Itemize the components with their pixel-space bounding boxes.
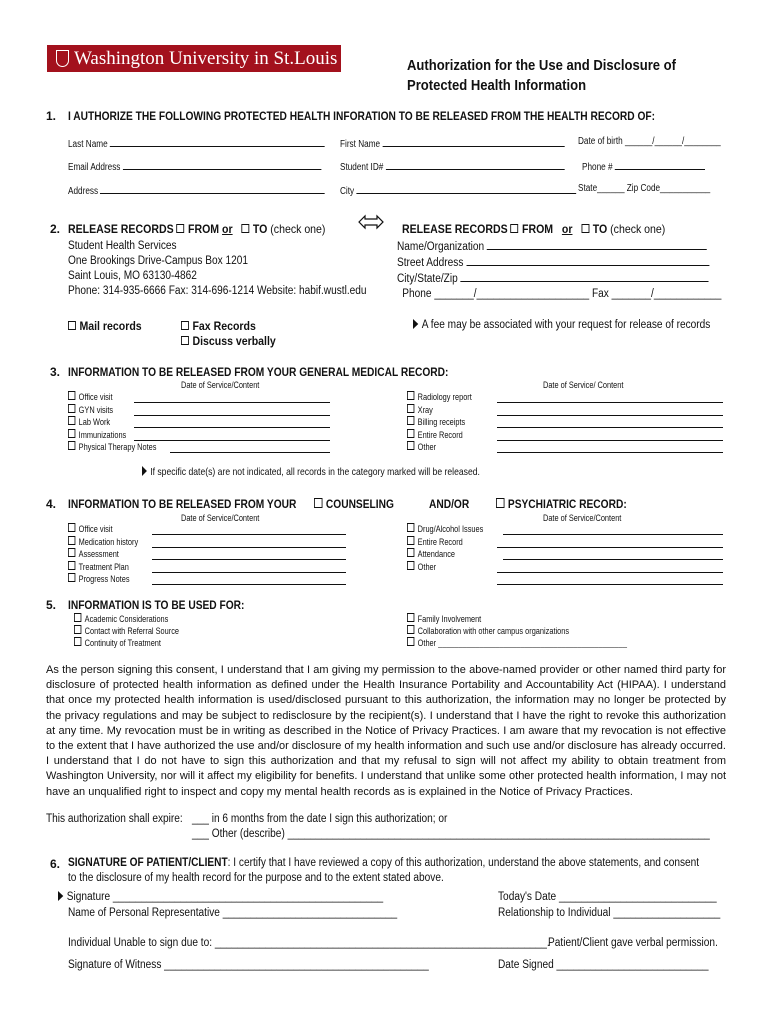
date-lines-right[interactable]	[497, 392, 723, 453]
recipient-phone-field[interactable]: Phone _______/____________________ Fax _______/____________	[402, 288, 722, 300]
to-label: TO	[592, 222, 608, 236]
email-label: Email Address	[68, 162, 121, 173]
section-6-heading: SIGNATURE OF PATIENT/CLIENT	[68, 857, 228, 869]
logo-text: Washington University in St.Louis	[74, 48, 338, 69]
recipient-street-label: Street Address	[397, 257, 464, 269]
list-item[interactable]: Contact with Referral Source	[74, 625, 179, 637]
fee-note	[413, 319, 710, 331]
check-one-label: (check one)	[610, 222, 666, 236]
recipient-name-label: Name/Organization	[397, 241, 485, 253]
list-item[interactable]: Office visit	[68, 391, 156, 404]
psychiatric-checkbox[interactable]	[496, 498, 505, 508]
list-item[interactable]: Treatment Plan	[68, 561, 138, 574]
psychiatric-option[interactable]	[496, 497, 627, 511]
expire-other-option[interactable]: ___ Other (describe) ___________________________________________________________________________	[192, 828, 710, 840]
psychiatric-label: PSYCHIATRIC RECORD:	[507, 497, 627, 511]
witness-signature-field[interactable]: Signature of Witness _______________________________________________	[68, 959, 429, 971]
list-item[interactable]: Other	[407, 441, 472, 454]
release-records-label: RELEASE RECORDS	[68, 222, 174, 236]
list-item[interactable]: Continuity of Treatment	[74, 637, 179, 649]
release-from-left	[68, 222, 325, 236]
date-signed-field[interactable]: Date Signed ___________________________	[498, 959, 709, 971]
list-item[interactable]: Attendance	[407, 548, 483, 561]
check-one-label: (check one)	[270, 222, 326, 236]
list-item[interactable]: Lab Work	[68, 416, 156, 429]
list-item[interactable]: Other ______________________________________________	[407, 637, 627, 649]
list-item[interactable]: Office visit	[68, 523, 138, 536]
mail-records-checkbox[interactable]	[68, 321, 76, 330]
city-label: City	[340, 186, 355, 197]
release-from-right	[402, 222, 665, 236]
list-item[interactable]: Physical Therapy Notes	[68, 441, 156, 454]
from-label: FROM	[188, 222, 220, 236]
section-3-heading: INFORMATION TO BE RELEASED FROM YOUR GENERAL MEDICAL RECORD:	[68, 365, 449, 379]
date-of-service-label: Date of Service/Content	[543, 513, 622, 523]
counseling-label: COUNSELING	[325, 497, 394, 511]
from-checkbox-left[interactable]	[177, 224, 185, 233]
section-6-text	[68, 857, 699, 869]
fee-note-text: A fee may be associated with your request for release of records	[421, 319, 711, 331]
list-item[interactable]: Collaboration with other campus organizations	[407, 625, 627, 637]
list-item[interactable]: Radiology report	[407, 391, 472, 404]
certify-text: : I certify that I have reviewed a copy of this authorization, understand the above statements, and consent	[227, 857, 700, 869]
counseling-left-list	[68, 523, 138, 586]
counseling-option[interactable]	[314, 497, 394, 511]
recipient-city-field[interactable]	[397, 271, 721, 287]
section-1-heading: I AUTHORIZE THE FOLLOWING PROTECTED HEALTH INFORATION TO BE RELEASED FROM THE HEALTH RECORD OF:	[68, 109, 656, 123]
section-5-heading: INFORMATION IS TO BE USED FOR:	[68, 598, 245, 612]
relationship-field[interactable]: Relationship to Individual ___________________	[498, 907, 721, 919]
andor-label: AND/OR	[429, 497, 470, 511]
from-checkbox-right[interactable]	[511, 224, 519, 233]
mail-records-option[interactable]	[68, 319, 142, 333]
date-of-service-label: Date of Service/Content	[181, 513, 260, 523]
expire-6-months-option[interactable]: ___ in 6 months from the date I sign this authorization; or	[192, 813, 448, 825]
list-item[interactable]: Entire Record	[407, 536, 483, 549]
certify-text-2: to the disclosure of my health record for the purpose and to the extent stated above.	[68, 872, 444, 884]
title-line-2: Protected Health Information	[407, 78, 587, 94]
recipient-street-field[interactable]	[397, 255, 721, 271]
list-item[interactable]: Medication history	[68, 536, 138, 549]
section-3-number: 3.	[50, 365, 61, 379]
list-item[interactable]: GYN visits	[68, 404, 156, 417]
university-logo	[47, 45, 341, 72]
recipient-fields	[397, 239, 721, 302]
student-id-label: Student ID#	[340, 162, 384, 173]
fax-discuss-options	[181, 319, 276, 349]
list-item[interactable]: Academic Considerations	[74, 613, 179, 625]
swap-arrows-icon	[358, 214, 384, 235]
date-of-service-label: Date of Service/ Content	[543, 380, 624, 390]
discuss-verbally-label: Discuss verbally	[192, 334, 276, 348]
section-4-heading: INFORMATION TO BE RELEASED FROM YOUR	[68, 497, 297, 511]
list-item[interactable]: Billing receipts	[407, 416, 472, 429]
arrow-right-icon	[142, 466, 147, 476]
shield-icon	[56, 50, 69, 67]
section-4-number: 4.	[46, 497, 57, 511]
date-of-service-label: Date of Service/Content	[181, 380, 260, 390]
verbal-permission-label: Patient/Client gave verbal permission.	[548, 937, 718, 949]
mail-records-label: Mail records	[79, 319, 142, 333]
title-line-1: Authorization for the Use and Disclosure of	[407, 58, 677, 74]
counseling-right-list	[407, 523, 483, 573]
personal-rep-field[interactable]: Name of Personal Representative _______________________________	[68, 907, 398, 919]
list-item[interactable]: Assessment	[68, 548, 138, 561]
address-line: Saint Louis, MO 63130-4862	[68, 270, 197, 282]
or-label: or	[561, 222, 573, 236]
dates-note	[142, 466, 480, 478]
phone-label: Phone #	[582, 162, 613, 173]
email-field[interactable]	[68, 159, 321, 173]
form-title	[407, 56, 676, 96]
address-label: Address	[68, 186, 99, 197]
discuss-verbally-option[interactable]	[181, 334, 276, 349]
discuss-verbally-checkbox[interactable]	[181, 336, 189, 345]
date-lines-left[interactable]	[152, 524, 346, 585]
dates-note-text: If specific date(s) are not indicated, all records in the category marked will be released.	[150, 466, 480, 478]
list-item[interactable]: Other	[407, 561, 483, 574]
section-6-number: 6.	[50, 857, 61, 871]
student-health-address	[68, 239, 367, 299]
list-item[interactable]: Immunizations	[68, 429, 156, 442]
fax-records-label: Fax Records	[192, 319, 256, 333]
section-5-number: 5.	[46, 598, 57, 612]
state-zip-field[interactable]: State______ Zip Code___________	[578, 183, 711, 194]
section-1-number: 1.	[46, 109, 57, 123]
use-purpose-right-list	[407, 613, 627, 649]
expire-label: This authorization shall expire:	[46, 813, 183, 825]
recipient-name-field[interactable]	[397, 239, 721, 255]
city-field[interactable]	[340, 183, 576, 197]
unable-to-sign-field[interactable]: Individual Unable to sign due to: ___________________________________________________________.	[68, 937, 550, 949]
arrow-right-icon	[58, 891, 63, 901]
consent-paragraph: As the person signing this consent, I understand that I am giving my permission to the above-named provider or other named third party for disclosure of protected health information as defined under the Health Insurance Portability and Accountability Act (HIPAA). I understand that once my protected health information is used/disclosed pursuant to this authorization, the information may no longer be protected by the privacy regulations and may be subject to redisclosure by the recipient(s). I understand that I have the right to revoke this authorization at any time. My revocation must be in writing as described in the Notice of Privacy Practices. I am aware that my revocation is not effective to the extent that I have authorized the use and/or disclosure of my health information and such use and/or disclosure has already occurred. I understand that I do not have to sign this authorization and that my refusal to sign will not affect my ability to obtain treatment from Washington University, nor will it affect my eligibility for benefits. I understand that unlike some other protected health information, I may not have an unqualified right to inspect and copy my mental health records as is explained in the Notice of Privacy Practices.	[46, 664, 726, 798]
or-label: or	[222, 222, 233, 236]
recipient-city-label: City/State/Zip	[397, 273, 458, 285]
to-checkbox-right[interactable]	[581, 224, 589, 233]
to-checkbox-left[interactable]	[241, 224, 249, 233]
signature-label: Signature ________________________________________________	[66, 891, 384, 903]
last-name-label: Last Name	[68, 139, 108, 150]
counseling-checkbox[interactable]	[314, 498, 323, 508]
address-line: One Brookings Drive-Campus Box 1201	[68, 255, 249, 267]
arrow-right-icon	[413, 319, 418, 329]
todays-date-field[interactable]: Today's Date ____________________________	[498, 891, 717, 903]
section-2-number: 2.	[50, 222, 61, 236]
address-field[interactable]	[68, 183, 325, 197]
general-record-right-list	[407, 391, 472, 454]
first-name-label: First Name	[340, 139, 381, 150]
list-item[interactable]: Drug/Alcohol Issues	[407, 523, 483, 536]
dob-field[interactable]: Date of birth ______/______/________	[578, 136, 721, 147]
fax-records-option[interactable]	[181, 319, 276, 334]
student-id-field[interactable]	[340, 159, 564, 173]
phone-field[interactable]	[582, 159, 705, 173]
address-line: Student Health Services	[68, 240, 177, 252]
to-label: TO	[252, 222, 268, 236]
signature-field[interactable]	[58, 891, 383, 903]
date-lines-right[interactable]	[497, 524, 723, 585]
release-records-label: RELEASE RECORDS	[402, 222, 508, 236]
address-line: Phone: 314-935-6666 Fax: 314-696-1214 Website: habif.wustl.edu	[68, 285, 367, 297]
list-item[interactable]: Family Involvement	[407, 613, 627, 625]
list-item[interactable]: Entire Record	[407, 429, 472, 442]
use-purpose-left-list	[74, 613, 179, 649]
last-name-field[interactable]	[68, 136, 325, 150]
first-name-field[interactable]	[340, 136, 564, 150]
list-item[interactable]: Xray	[407, 404, 472, 417]
from-label: FROM	[522, 222, 554, 236]
list-item[interactable]: Progress Notes	[68, 573, 138, 586]
date-lines-left[interactable]	[134, 392, 330, 453]
fax-records-checkbox[interactable]	[181, 321, 189, 330]
